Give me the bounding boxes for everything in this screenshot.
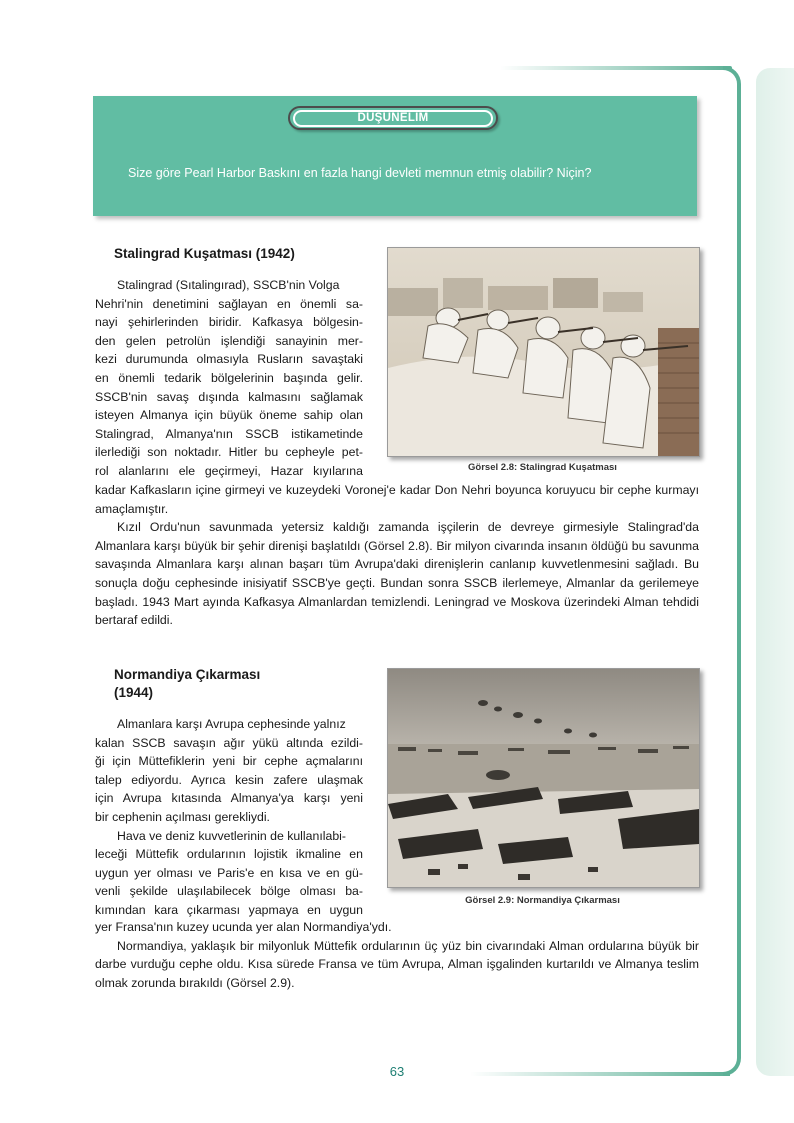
frame-right-border xyxy=(723,66,741,1076)
frame-bottom-line xyxy=(470,1072,730,1076)
normandy-title-line-2: (1944) xyxy=(114,685,154,700)
stalingrad-caption: Görsel 2.8: Stalingrad Kuşatması xyxy=(468,462,617,473)
text-line: bir cephenin açılması gerekliydi. xyxy=(95,809,270,824)
text-line: venli şekilde ulaşılabilecek bölge olması ba- xyxy=(95,884,363,899)
stalingrad-paragraphs-full xyxy=(95,481,699,630)
text-line: kımından kara çıkarması yapmaya en uygun xyxy=(95,902,363,917)
text-line: Stalingrad, Almanya'nın SSCB istikametinde xyxy=(95,426,363,441)
text-line: ilerlediği son noktadır. Hitler bu cepheyle pet- xyxy=(95,445,363,460)
stalingrad-paragraph-1-continued: kadar Kafkasların içine girmeyi ve kuzeydeki Voronej'e kadar Don Nehri boyunca koruyucu bir cephe kurmayı amaçlamıştır. xyxy=(95,483,699,516)
normandy-photo-illustration xyxy=(388,669,699,887)
text-line: Nehri'nin denetimini sağlayan en önemli sa- xyxy=(95,296,363,311)
normandy-paragraph-2-continued: yer Fransa'nın kuzey ucunda yer alan Normandiya'ydı. xyxy=(95,920,392,934)
stalingrad-paragraph-1-wrapped xyxy=(95,276,363,481)
stalingrad-photo-illustration xyxy=(388,248,699,456)
text-line: talep ediyordu. Ayrıca kesin zafere ulaşmak xyxy=(95,772,363,787)
stalingrad-paragraph-2: Kızıl Ordu'nun savunmada yetersiz kaldığı zamanda işçilerin de devreye girmesiyle Stalingrad'da Almanlara karşı büyük bir şehir direnişi başlatıldı (Görsel 2.8). Bir milyon civarında insanın öldüğü bu savunma savaşında Almanlara karşı alınan başarı tüm Avrupa'daki direnişlerin canlanıp kuvvetlenmesini sağladı. Bu sonuçla doğu cephesinde inisiyatif SSCB'ye geçti. Bundan sonra SSCB ilerlemeye, Almanlar da gerilemeye başladı. 1943 Mart ayında Kafkasya Almanlardan temizlendi. Leningrad ve Moskova üzerindeki Alman tehdidi bertaraf edildi. xyxy=(95,520,699,628)
text-line: Hava ve deniz kuvvetlerinin de kullanılabi- xyxy=(117,828,346,843)
normandy-paragraphs-wrapped xyxy=(95,715,363,920)
side-band xyxy=(756,68,794,1076)
text-line: nayi şehirlerinden biridir. Kafkasya bölgesin- xyxy=(95,315,363,330)
text-line: Stalingrad (Sıtalingırad), SSCB'nin Volga xyxy=(117,278,340,292)
normandy-title-line-1: Normandiya Çıkarması xyxy=(114,667,261,682)
text-line: uygun yer olması ve Paris'e en kısa ve en gü- xyxy=(95,865,363,880)
think-label-pill xyxy=(288,106,498,130)
text-line: leceği Müttefik ordularının lojistik ikmaline en xyxy=(95,847,363,862)
normandy-photo xyxy=(387,668,700,888)
text-line: kezi durumunda olmasıyla Rusların savaştaki xyxy=(95,352,363,367)
think-label: DÜŞÜNELİM xyxy=(293,110,493,127)
normandy-caption: Görsel 2.9: Normandiya Çıkarması xyxy=(465,895,620,906)
text-line: den gelen petrolün işlendiği sanayinin mer- xyxy=(95,333,363,348)
think-question: Size göre Pearl Harbor Baskını en fazla hangi devleti memnun etmiş olabilir? Niçin? xyxy=(128,166,592,180)
stalingrad-photo xyxy=(387,247,700,457)
normandy-paragraph-3: Normandiya, yaklaşık bir milyonluk Müttefik ordularının üç yüz bin civarındaki Alman ordularına büyük bir darbe vurduğu cephe oldu. Kısa sürede Fransa ve tüm Avrupa, Alman işgalinden kurtarıldı ve Almanya teslim olmak zorunda bırakıldı (Görsel 2.9). xyxy=(95,938,699,990)
text-line: Almanlara karşı Avrupa cephesinde yalnız xyxy=(117,717,346,731)
text-line: SSCB'nin savaş dışında kalmasını sağlamak xyxy=(95,389,363,404)
text-line: isteyen Almanya için büyük öneme sahip olan xyxy=(95,408,363,423)
text-line: için Avrupa kıtasında Almanya'ya karşı yeni xyxy=(95,791,363,806)
normandy-title xyxy=(114,666,260,702)
stalingrad-title: Stalingrad Kuşatması (1942) xyxy=(114,246,295,261)
frame-top-line xyxy=(500,66,732,70)
text-line: rol alanlarını ele geçirmeyi, Hazar kıyılarına xyxy=(95,463,363,478)
normandy-paragraphs-full xyxy=(95,918,699,992)
text-line: en önemli tedarik bölgelerinin başında gelir. xyxy=(95,370,363,385)
text-line: kalan SSCB savaşın ağır yükü altında ezildi- xyxy=(95,735,363,750)
page-number: 63 xyxy=(389,1064,405,1079)
text-line: ği için Müttefiklerin yeni bir cephe açmalarını xyxy=(95,754,363,769)
